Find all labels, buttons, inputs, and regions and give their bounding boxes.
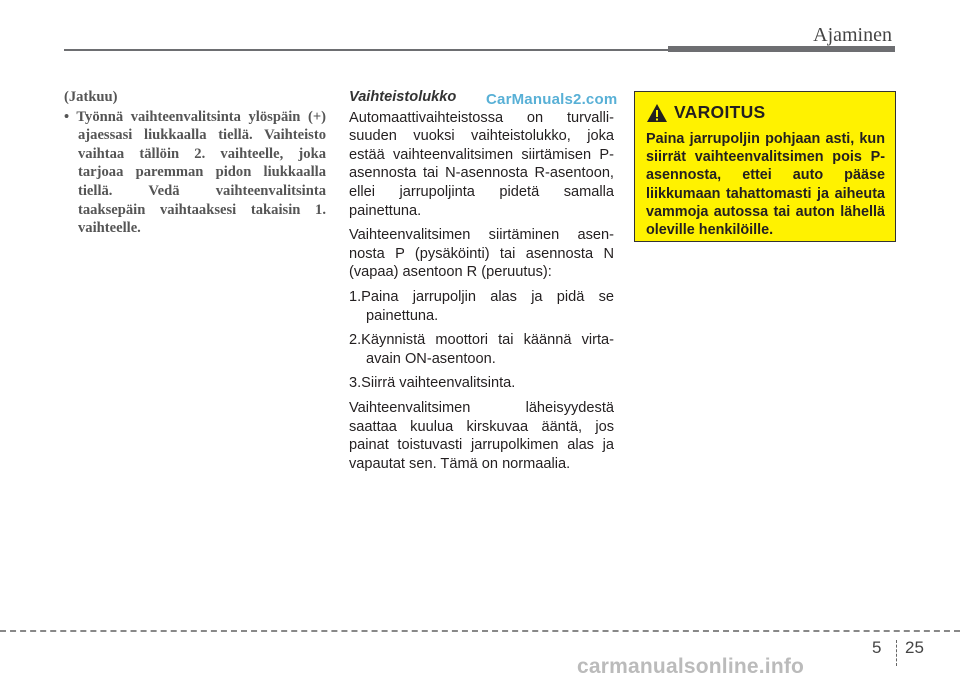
warning-header — [646, 102, 885, 123]
header-rule-thick — [668, 46, 895, 52]
footer-divider — [896, 640, 897, 666]
step-item: 3.Siirrä vaihteenvalitsinta. — [349, 375, 516, 392]
left-column — [64, 88, 326, 238]
middle-column — [349, 88, 614, 479]
page-number: 25 — [905, 638, 924, 657]
continued-label: (Jatkuu) — [64, 89, 118, 105]
warning-triangle-icon — [646, 103, 668, 123]
site-watermark[interactable]: CarManuals2.com — [486, 91, 618, 108]
bullet-paragraph: • Työnnä vaihteenvalitsinta ylöspäin (+) ajaessasi liukkaalla tiellä. Vaihteisto vaihtaa tällöin 2. vaihteelle, joka tarjoaa paremman pidon liukkaalla tiellä. Vedä vaihteenvalitsinta taaksepäin vaihtaaksesi takaisin 1. vaihteelle. — [64, 108, 326, 237]
bottom-watermark[interactable]: carmanualsonline.info — [577, 655, 805, 677]
warning-text: Paina jarrupoljin pohjaan asti, kun siirrät vaihteenvalitsimen pois P-asennosta, ettei auto pääse liikkumaan tahattomasti ja aiheuta vammoja autossa tai auton lähellä oleville henkilöille. — [646, 131, 885, 239]
step-item: 2.Käynnistä moottori tai käännä virta-avain ON-asentoon. — [349, 332, 614, 367]
paragraph-2: Vaihteenvalitsimen siirtäminen asennosta P (pysäköinti) tai asennosta N (vapaa) asentoon R (peruutus): — [349, 227, 614, 281]
footer-dashed-rule — [0, 630, 960, 632]
warning-title: VAROITUS — [674, 102, 766, 122]
paragraph-3: Vaihteenvalitsimen läheisyydestä saattaa kuulua kirskuvaa ääntä, jos painat toistuvasti jarrupolkimen alas ja vapautat sen. Tämä on normaalia. — [349, 399, 614, 472]
section-heading: Vaihteistolukko — [349, 89, 457, 105]
section-number: 5 — [872, 638, 882, 657]
header-rule-thin — [64, 49, 668, 51]
page-header-title: Ajaminen — [813, 24, 892, 46]
step-item: 1.Paina jarrupoljin alas ja pidä se painettuna. — [349, 288, 614, 324]
warning-box — [634, 91, 896, 242]
paragraph-1: Automaattivaihteistossa on turvallisuuden vuoksi vaihteistolukko, joka estää vaihteenvalitsimen siirtämisen P-asennosta tai N-asennosta R-asentoon, ellei jarrupoljinta pidetä samalla painettuna. — [349, 109, 614, 219]
